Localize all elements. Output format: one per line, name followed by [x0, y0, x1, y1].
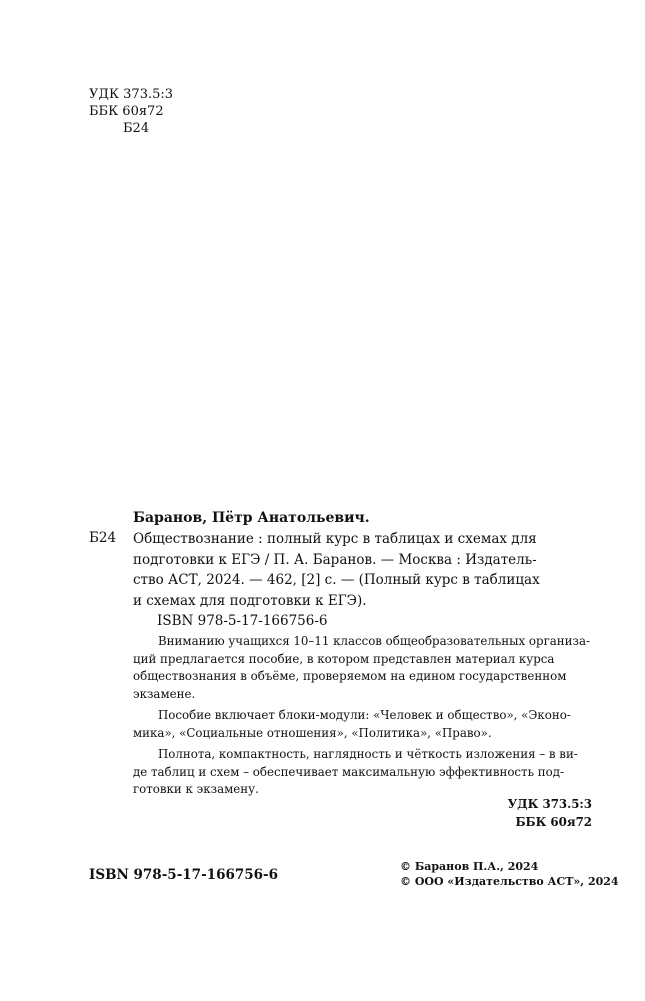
annotation-line: готовки к экзамену.	[133, 782, 259, 796]
biblio-line: и схемах для подготовки к ЕГЭ).	[133, 592, 367, 609]
udc-code: УДК 373.5:3	[89, 87, 174, 102]
cutter-code: Б24	[123, 121, 150, 136]
classification-codes	[89, 86, 173, 137]
annotation-line: ций предлагается пособие, в котором представлен материал курса	[133, 651, 555, 666]
bibliographic-description	[133, 529, 593, 611]
biblio-line: ство АСТ, 2024. — 462, [2] с. — (Полный курс в таблицах	[133, 572, 540, 588]
footer-classification	[440, 795, 592, 831]
bbk-code: ББК 60я72	[89, 104, 164, 119]
annotation	[133, 633, 593, 799]
annotation-line: обществознания в объёме, проверяемом на едином государственном	[133, 669, 567, 683]
annotation-line: мика», «Социальные отношения», «Политика», «Право».	[133, 725, 492, 740]
copyright-publisher: © ООО «Издательство АСТ», 2024	[400, 875, 619, 888]
annotation-line: Пособие включает блоки-модули: «Человек и общество», «Эконо-	[158, 708, 571, 722]
annotation-line: де таблиц и схем – обеспечивает максимальную эффективность под-	[133, 764, 564, 779]
footer-udc: УДК 373.5:3	[507, 797, 592, 811]
record-isbn: ISBN 978-5-17-166756-6	[157, 613, 328, 629]
annotation-line: Полнота, компактность, наглядность и чёткость изложения – в ви-	[158, 747, 578, 761]
biblio-line: подготовки к ЕГЭ / П. А. Баранов. — Москва : Издатель-	[133, 551, 537, 568]
copyright-author: © Баранов П.А., 2024	[400, 860, 539, 873]
footer-bbk: ББК 60я72	[515, 815, 592, 829]
author-heading: Баранов, Пётр Анатольевич.	[133, 510, 370, 526]
annotation-line: Вниманию учащихся 10–11 классов общеобразовательных организа-	[158, 634, 590, 648]
footer-isbn: ISBN 978-5-17-166756-6	[89, 867, 279, 883]
copyright-block	[400, 859, 619, 889]
record-cutter: Б24	[89, 530, 117, 546]
annotation-line: экзамене.	[133, 686, 196, 701]
biblio-line: Обществознание : полный курс в таблицах и схемах для	[133, 531, 537, 547]
